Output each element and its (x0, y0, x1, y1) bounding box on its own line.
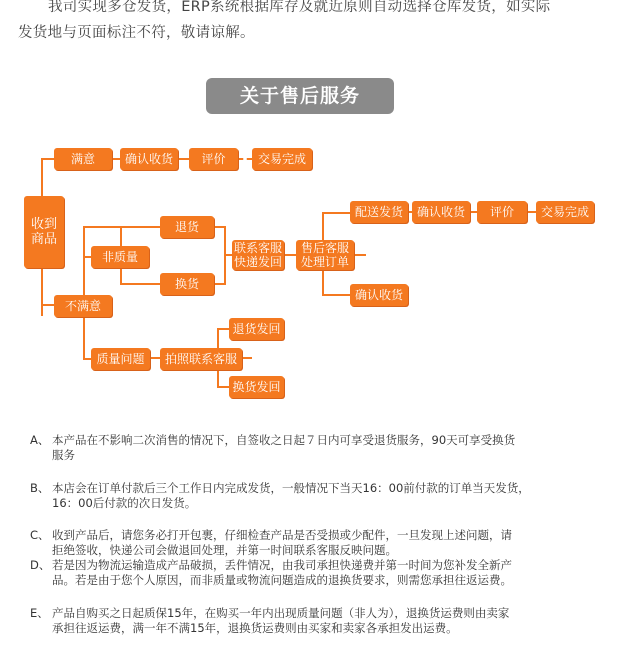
connector (178, 158, 189, 160)
node-return: 退货 (160, 216, 214, 238)
node-text: 快递发回 (233, 255, 282, 269)
node-quality-issue: 质量问题 (91, 348, 150, 370)
node-deal-complete: 交易完成 (252, 148, 312, 170)
node-receive-goods (24, 196, 64, 268)
connector (83, 226, 120, 228)
connector (83, 226, 85, 360)
connector (354, 254, 366, 256)
connector (527, 211, 536, 213)
term-key: D、 (30, 558, 51, 572)
node-contact-cs (232, 240, 284, 270)
node-after-sales-cs (296, 240, 354, 270)
node-confirm-receipt: 确认收货 (120, 148, 178, 170)
intro-line-2: 发货地与页面标注不符，敬请谅解。 (18, 25, 255, 41)
node-text: 商品 (30, 232, 57, 247)
node-photo-contact-cs: 拍照联系客服 (160, 348, 242, 370)
term-line: 若是因为物流运输造成产品破损，丢件情况，由我司承担快递费并第一时间为您补发全新产 (52, 558, 512, 572)
connector (322, 212, 350, 214)
term-line: 服务 (52, 448, 75, 462)
connector (217, 328, 229, 330)
node-satisfied: 满意 (54, 148, 112, 170)
connector (41, 304, 54, 306)
node-review: 评价 (189, 148, 238, 170)
connector (120, 283, 160, 285)
connector (150, 357, 160, 359)
connector (242, 357, 252, 359)
section-title: 关于售后服务 (206, 78, 394, 114)
term-d (30, 558, 512, 588)
term-line: 本店会在订单付款后三个工作日内完成发货，一般情况下当天16：00前付款的订单当天发货， (52, 481, 530, 495)
node-text: 联系客服 (233, 241, 282, 255)
node-non-quality: 非质量 (91, 246, 149, 268)
term-line: 承担往返运费，满一年不满15年，退换货运费则由买家和卖家各承担发出运费。 (52, 621, 458, 635)
node-ship: 配送发货 (350, 201, 408, 223)
intro-text (18, 0, 618, 46)
term-line: 16：00后付款的次日发货。 (52, 496, 197, 510)
term-line: 品。若是由于您个人原因，而非质量或物流问题造成的退换货要求，则需您承担往返运费。 (52, 573, 512, 587)
term-c (30, 528, 512, 558)
term-line: 收到产品后，请您务必打开包裹，仔细检查产品是否受损或少配件，一旦发现上述问题，请 (52, 528, 512, 542)
term-e (30, 606, 509, 636)
connector (83, 358, 91, 360)
term-line: 产品自购买之日起质保15年，在购买一年内出现质量问题（非人为），退换货运费则由卖家 (52, 606, 510, 620)
term-key: C、 (30, 528, 50, 542)
term-key: E、 (30, 606, 49, 620)
term-b (30, 481, 530, 511)
connector (224, 254, 232, 256)
node-exchange: 换货 (160, 273, 214, 295)
node-confirm-receipt: 确认收货 (350, 284, 408, 306)
node-exchange-back: 换货发回 (229, 376, 284, 398)
intro-line-1: 我司实现多仓发货，ERP系统根据库存及就近原则自动选择仓库发货，如实际 (48, 0, 551, 15)
node-review: 评价 (477, 201, 527, 223)
connector (112, 158, 120, 160)
term-key: B、 (30, 481, 50, 495)
node-text: 售后客服 (300, 241, 349, 255)
connector (120, 226, 160, 228)
connector (217, 386, 229, 388)
term-a (30, 433, 515, 463)
node-confirm-receipt: 确认收货 (412, 201, 470, 223)
connector (41, 158, 54, 160)
term-line: 本产品在不影响二次消售的情况下，自签收之日起７日内可享受退货服务，90天可享受换货 (52, 433, 516, 447)
node-unsatisfied: 不满意 (54, 295, 112, 317)
term-key: A、 (30, 433, 50, 447)
node-return-back: 退货发回 (229, 318, 284, 340)
connector (284, 254, 296, 256)
connector (322, 294, 350, 296)
connector (238, 158, 252, 160)
connector (83, 256, 91, 258)
node-deal-complete: 交易完成 (536, 201, 594, 223)
node-text: 处理订单 (300, 255, 349, 269)
connector (470, 211, 477, 213)
term-line: 拒绝签收，快递公司会做退回处理，并第一时间联系客服反映问题。 (52, 543, 397, 557)
node-text: 收到 (30, 217, 57, 232)
